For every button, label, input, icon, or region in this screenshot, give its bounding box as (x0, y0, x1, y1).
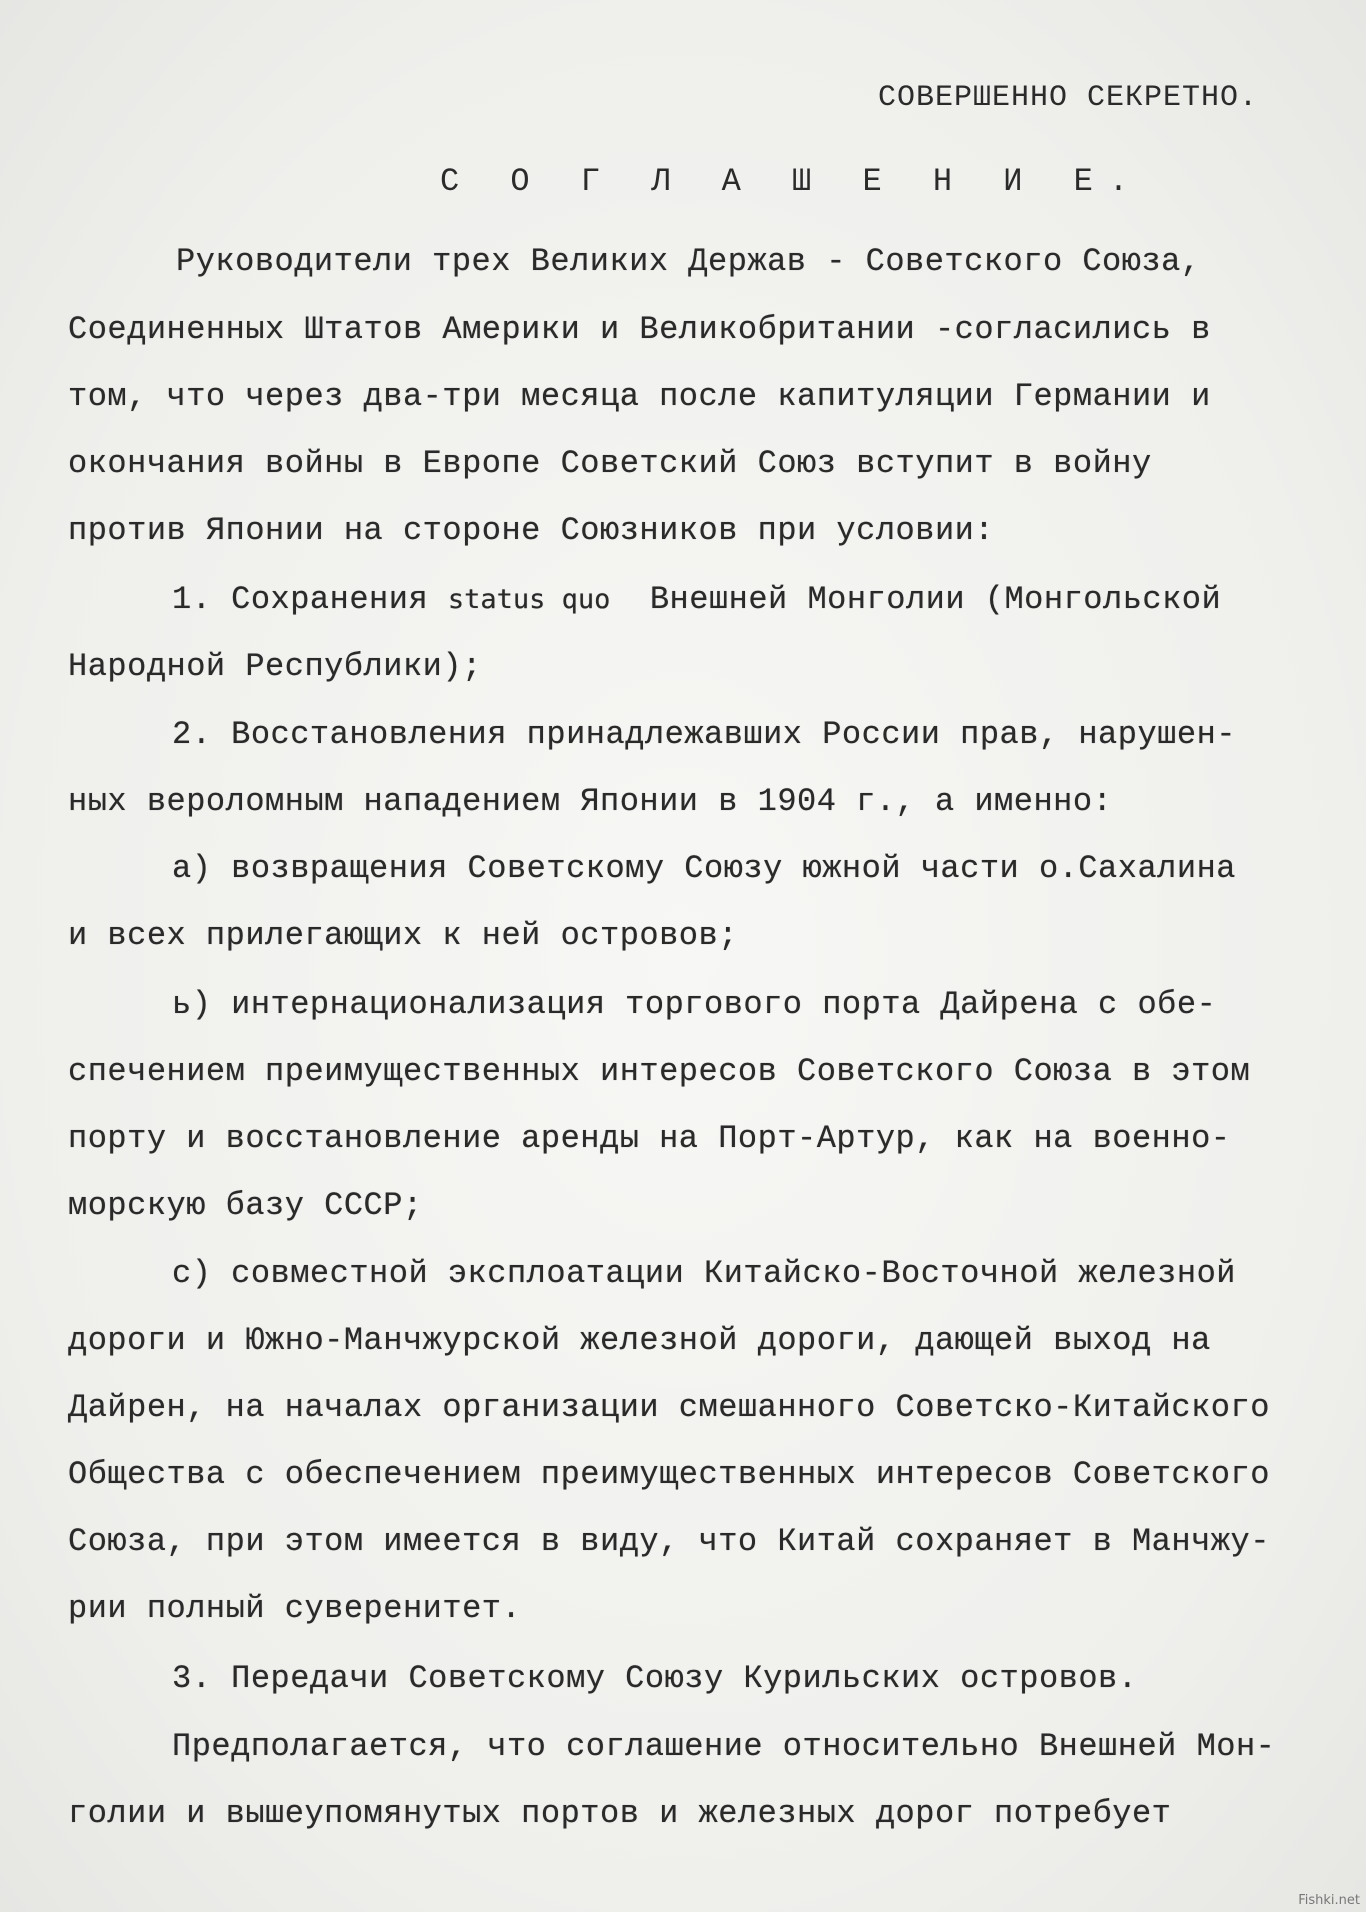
item-2a-line: a) возвращения Советскому Союзу южной части о.Сахалина (172, 850, 1236, 887)
item-2c-line: Дайрен, на началах организации смешанного Советско-Китайского (68, 1389, 1270, 1426)
item-2b-line: морскую базу СССР; (68, 1187, 423, 1224)
item-2-line: ных вероломным нападением Японии в 1904 г., а именно: (68, 783, 1113, 820)
paragraph-line: Руководители трех Великих Держав - Советского Союза, (176, 243, 1201, 280)
item-2c-line: Общества с обеспечением преимущественных интересов Советского (68, 1456, 1270, 1493)
watermark: Fishki.net (1298, 1893, 1360, 1908)
item-2c-line: дороги и Южно-Манчжурской железной дороги, дающей выход на (68, 1322, 1211, 1359)
paragraph-line: Соединенных Штатов Америки и Великобритании -согласились в (68, 311, 1211, 348)
item-2c-line: Союза, при этом имеется в виду, что Китай сохраняет в Манчжу- (68, 1523, 1270, 1560)
item-1-latin: status quo (447, 584, 611, 615)
document-title: С О Г Л А Ш Е Н И Е. (440, 163, 1145, 200)
item-1-prefix: 1. Сохранения (172, 581, 448, 618)
item-1-suffix: Внешней Монголии (Монгольской (610, 581, 1222, 618)
item-2b-line: порту и восстановление аренды на Порт-Артур, как на военно- (68, 1120, 1231, 1157)
item-1-line (172, 580, 1221, 620)
closing-line: Предполагается, что соглашение относительно Внешней Мон- (172, 1728, 1276, 1765)
closing-line: голии и вышеупомянутых портов и железных дорог потребует (68, 1795, 1172, 1832)
item-2c-line: рии полный суверенитет. (68, 1590, 522, 1627)
paragraph-line: окончания войны в Европе Советский Союз вступит в войну (68, 445, 1152, 482)
item-2a-line: и всех прилегающих к ней островов; (68, 917, 738, 954)
item-3-line: 3. Передачи Советскому Союзу Курильских островов. (172, 1660, 1138, 1697)
item-2-line: 2. Восстановления принадлежавших России прав, нарушен- (172, 716, 1236, 753)
item-2c-line: c) совместной эксплоатации Китайско-Восточной железной (172, 1255, 1236, 1292)
item-1-line-2: Народной Республики); (68, 648, 482, 685)
item-2b-line: спечением преимущественных интересов Советского Союза в этом (68, 1053, 1251, 1090)
item-2b-line: ь) интернационализация торгового порта Дайрена с обе- (172, 986, 1217, 1023)
paragraph-line: против Японии на стороне Союзников при условии: (68, 512, 995, 549)
classification-stamp: СОВЕРШЕННО СЕКРЕТНО. (878, 81, 1259, 115)
paragraph-line: том, что через два-три месяца после капитуляции Германии и (68, 378, 1211, 415)
